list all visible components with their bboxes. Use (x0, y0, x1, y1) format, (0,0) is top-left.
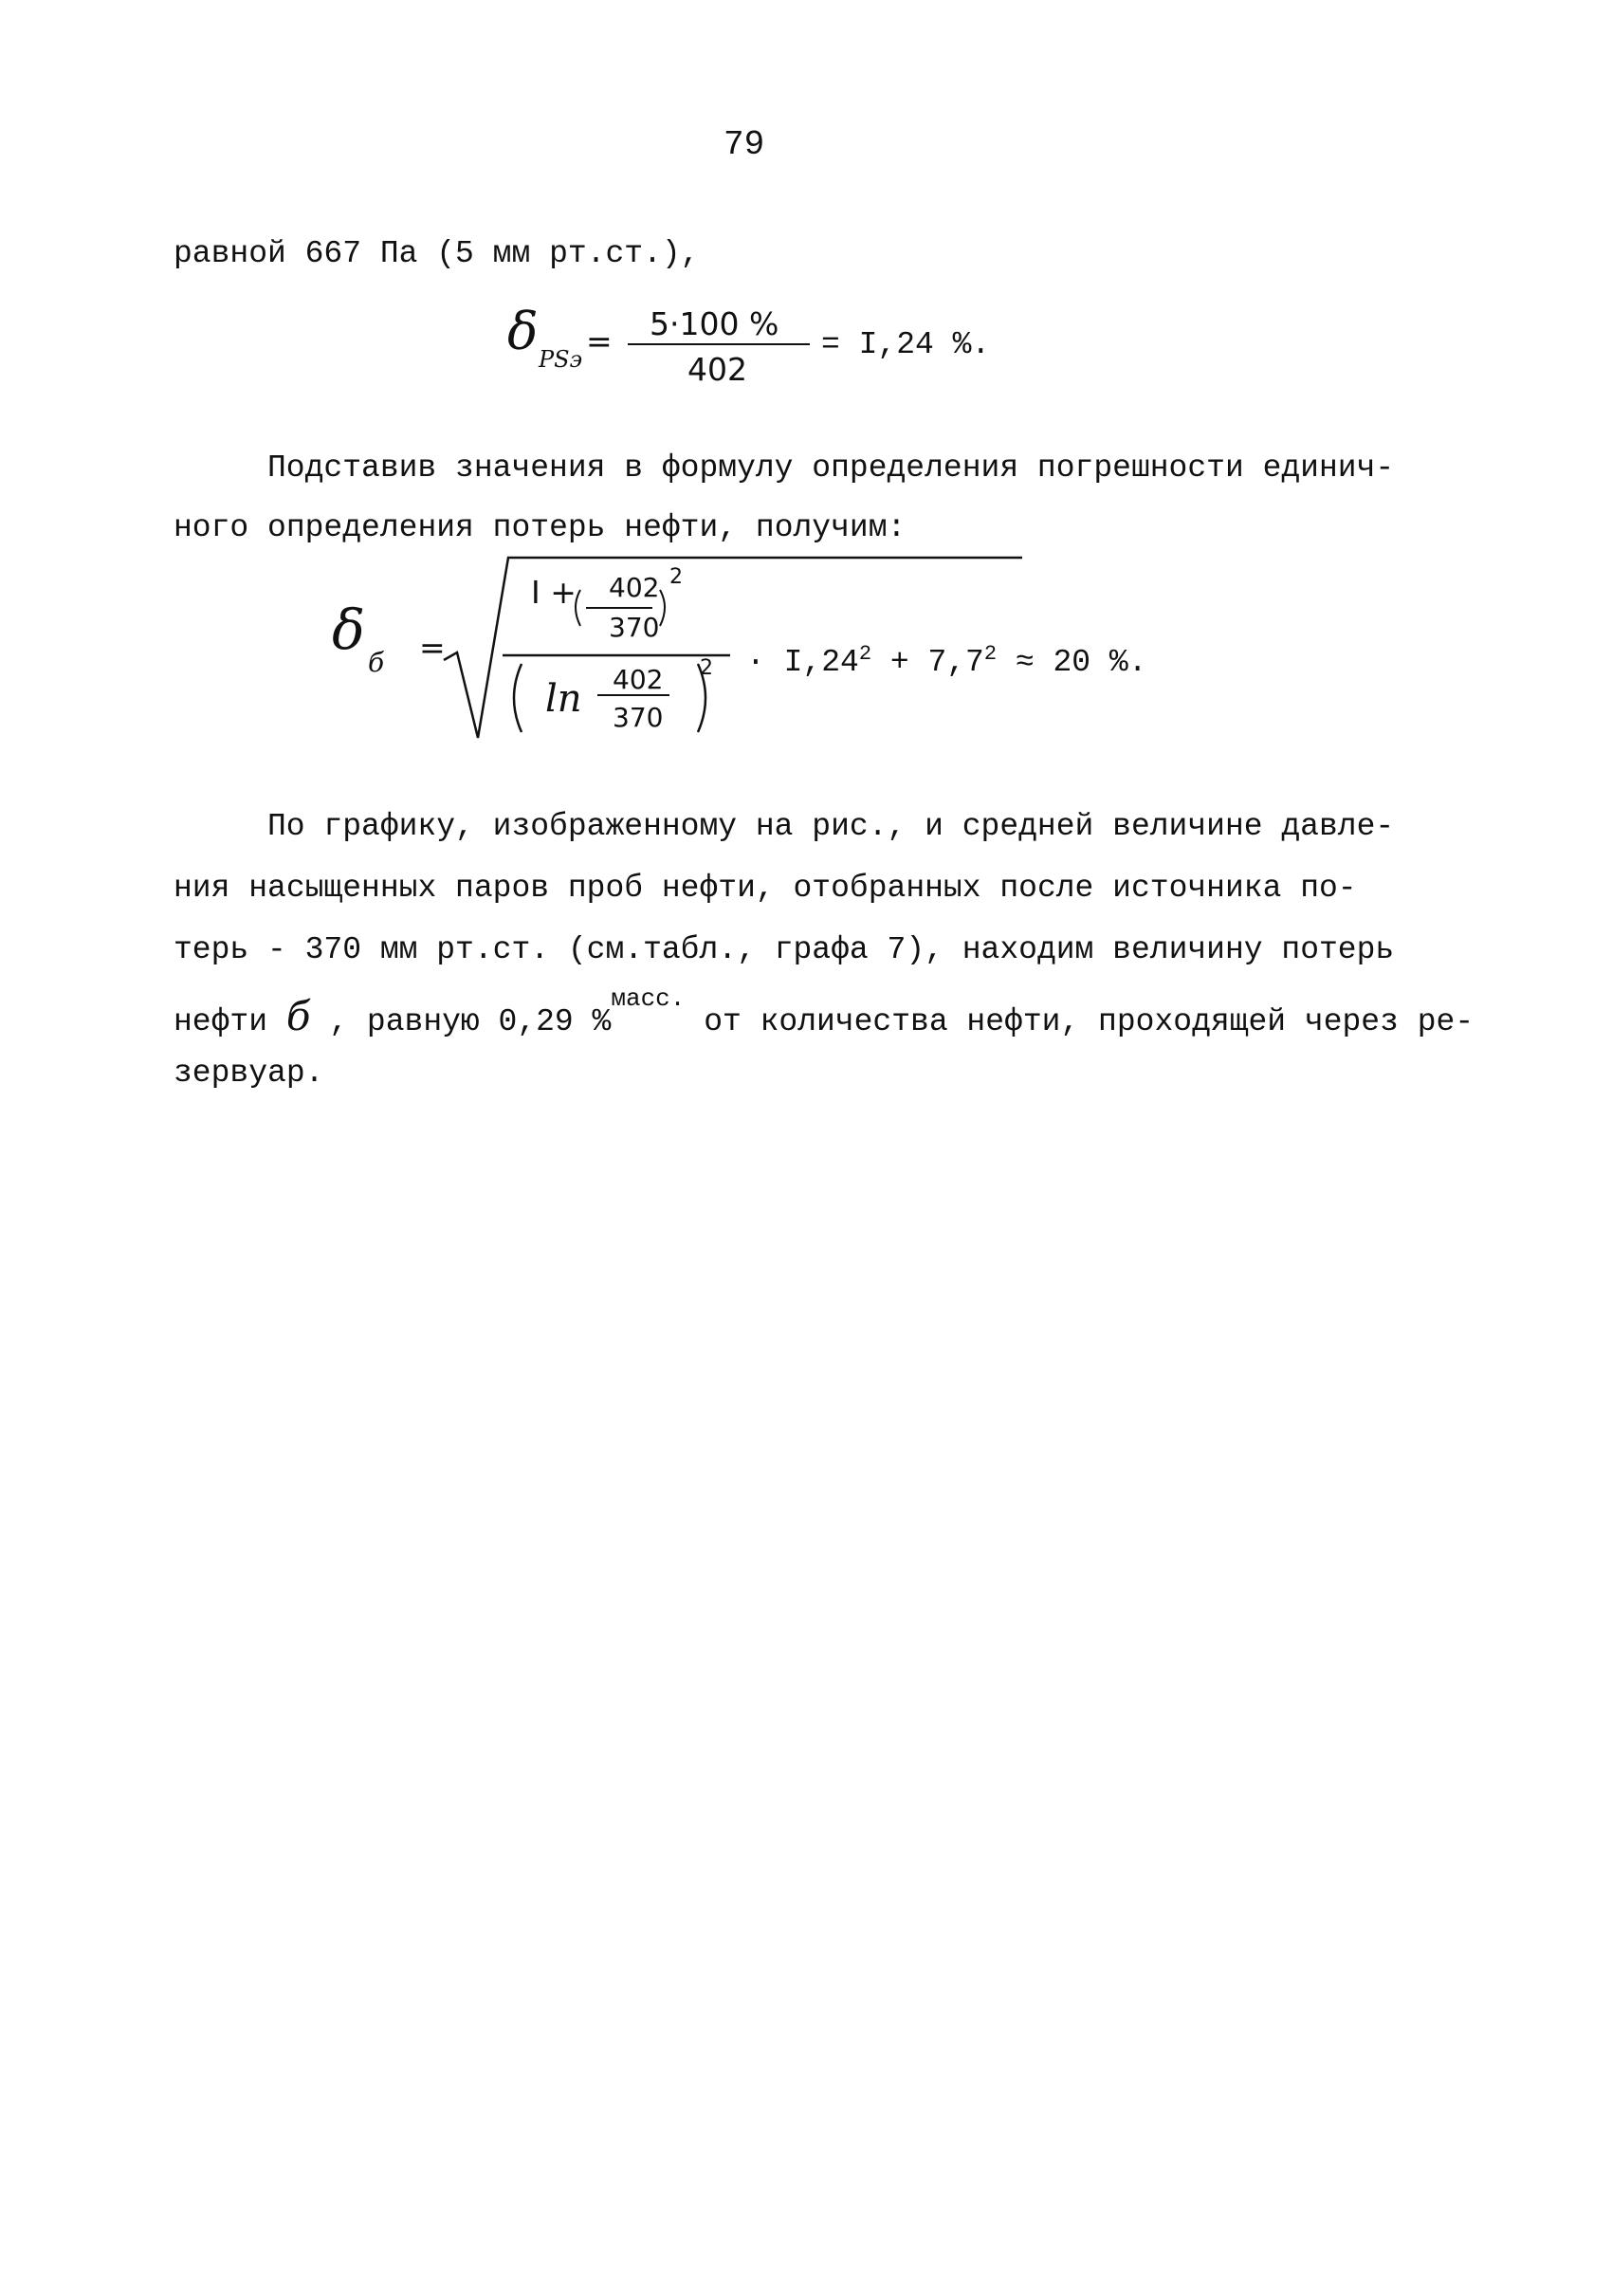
fraction-bottom: 370 (609, 612, 660, 643)
text-line: равной 667 Па (5 мм рт.ст.), (174, 236, 700, 271)
delta-symbol: δ (507, 302, 539, 361)
sigma-symbol: б (285, 993, 311, 1039)
delta-subscript: б (368, 647, 385, 678)
numerator-prefix: I + (531, 574, 577, 611)
text-line: По графику, изображенному на рис., и средней величине давле- (267, 809, 1395, 844)
text-line: Подставив значения в формулу определения погрешности единич- (267, 450, 1395, 486)
exponent: 2 (700, 656, 713, 680)
exponent: 2 (669, 565, 683, 589)
fraction-denominator: 402 (687, 351, 747, 388)
fraction-bar (628, 343, 810, 345)
text-line: зервуар. (174, 1056, 324, 1091)
ln-operator: ln (545, 677, 582, 721)
fraction-bottom: 370 (613, 702, 664, 733)
delta-symbol: δ (332, 597, 365, 662)
equals-sign: = (419, 629, 446, 666)
text-line: ного определения потерь нефти, получим: (174, 510, 907, 545)
text-line: терь - 370 мм рт.ст. (см.табл., графа 7), находим величину потерь (174, 932, 1395, 967)
delta-subscript: PSэ (539, 346, 583, 373)
equals-sign: = (586, 322, 613, 359)
fraction-numerator: 5·100 % (650, 305, 779, 342)
fraction-top: 402 (613, 664, 664, 695)
formula-tail: · $I,24^2 + 7,7^2 \approx 20$ %. (746, 642, 1147, 680)
page-number: 79 (724, 125, 765, 164)
fraction-top: 402 (609, 572, 660, 603)
text-line: ния насыщенных паров проб нефти, отобранных после источника по- (174, 871, 1357, 906)
text-line: нефти б , равную 0,29 %$^{масс.}$ от количества нефти, проходящей через ре- (174, 984, 1475, 1039)
formula-result: = I,24 %. (821, 327, 991, 362)
